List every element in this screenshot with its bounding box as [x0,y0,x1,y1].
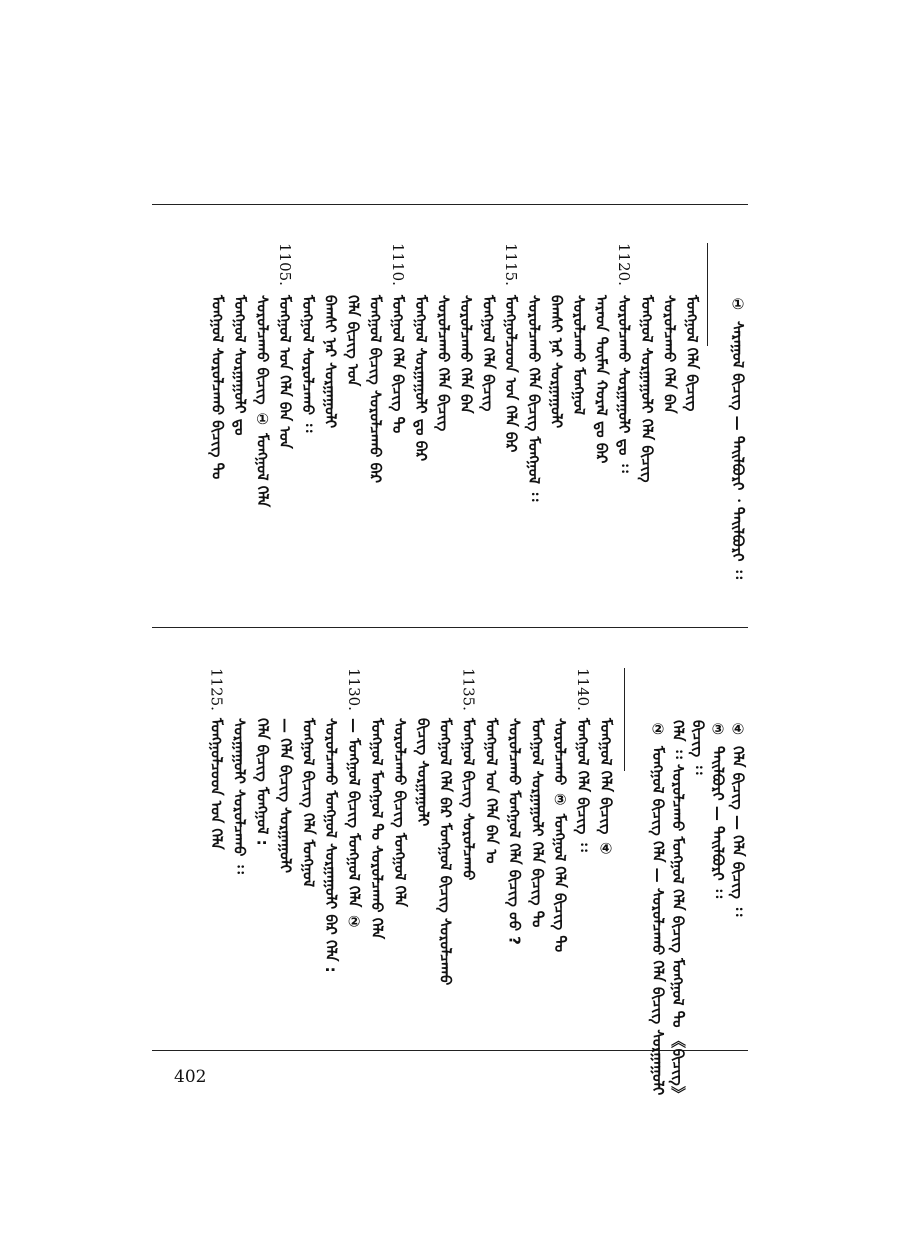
verse-line: ᠰᠤᠷᠤᠯᠴᠠᠬᠤ ᠪᠢᠴᠢᠭ ᠮᠣᠩᠭᠣᠯ ᠬᠡᠯᠡ [390,718,409,907]
verse-line: ᠰᠤᠷᠤᠯᠴᠠᠬᠤ ᠬᠡᠯᠡ ᠪᠢᠴᠢᠭ [434,295,453,432]
verse-line: ᠰᠤᠷᠤᠯᠴᠠᠬᠤ ᠬᠡᠯᠡ ᠪᠢᠴᠢᠭ ᠮᠣᠩᠭᠣᠯ ᠄᠄ [524,295,543,502]
verse-line: ᠰᠤᠷᠤᠯᠴᠠᠬᠤ ③ ᠮᠣᠩᠭᠣᠯ ᠬᠡᠯᠡ ᠪᠢᠴᠢᠭ ᠲᠤ [551,718,570,953]
verse-line: ᠮᠣᠩᠭᠣᠯᠴᠤᠳ ᠤᠨ ᠬᠡᠯᠡ [207,718,226,850]
verse-line: ᠮᠣᠩᠭᠣᠯ ᠰᠤᠷᠭᠠᠭᠤᠯᠢ ᠳᠤ [231,295,249,436]
line-number: 1105. [276,243,295,286]
line-number: 1115. [502,243,521,286]
verse-line: ᠮᠣᠩᠭᠣᠯ ᠪᠢᠴᠢᠭ ᠬᠡᠯᠡ ᠮᠣᠩᠭᠣᠯ [299,718,318,888]
middle-rule [152,627,748,628]
verse-line: ᠰᠤᠷᠤᠯᠴᠠᠬᠤ ᠬᠡᠯᠡ ᠪᠡᠨ [457,295,475,414]
footnote-marker: ① [729,295,747,314]
line-number: 1140. [574,668,593,711]
verse-line: ᠮᠣᠩᠭᠣᠯ ᠬᠡᠯᠡ ᠪᠢᠴᠢᠭ [683,295,701,412]
line-number: 1125. [207,668,226,711]
verse-line: ᠮᠣᠩᠭᠣᠯ ᠰᠤᠷᠭᠠᠭᠤᠯᠢ ᠳᠤ ᠪᠡᠷ [411,295,430,462]
verse-line: ᠮᠣᠩᠭᠣᠯ ᠮᠣᠩᠭᠣᠯ ᠲᠤ ᠰᠤᠷᠤᠯᠴᠠᠬᠤ ᠬᠡᠯᠡ [368,718,386,940]
verse-line: ᠮᠣᠩᠭᠣᠯ ᠤᠨ ᠬᠡᠯᠡ ᠪᠡᠨ ᠤᠨ [276,295,295,449]
verse-line: ᠬᠡᠯᠡ ᠪᠢᠴᠢᠭ ᠮᠣᠩᠭᠣᠯ : [253,718,272,846]
verse-line: ᠰᠤᠷᠤᠯᠴᠠᠬᠤ ᠮᠣᠩᠭᠣᠯ ᠰᠤᠷᠭᠠᠭᠤᠯᠢ ᠪᠡᠷ ᠬᠡᠯᠡ : [322,718,341,973]
top-rule [152,204,748,205]
verse-line: ᠮᠣᠩᠭᠣᠯ ᠰᠤᠷᠭᠠᠭᠤᠯᠢ ᠬᠡᠯᠡ ᠪᠢᠴᠢᠭ [637,295,656,483]
verse-line: ᠮᠣᠩᠭᠣᠯ ᠰᠤᠷᠭᠠᠭᠤᠯᠢ ᠬᠡᠯᠡ ᠪᠢᠴᠢᠭ ᠲᠤ [528,718,547,928]
verse-line: ᠮᠣᠩᠭᠣᠯ ᠪᠢᠴᠢᠭ ᠰᠤᠷᠤᠯᠴᠠᠬᠤ [459,718,478,881]
line-number: 1135. [459,668,478,711]
verse-line: ᠮᠣᠩᠭᠣᠯ ᠤᠨ ᠬᠡᠯᠡ ᠪᠡᠨ ᠤ [482,718,501,864]
line-number: 1130. [345,668,364,711]
verse-line: ᠰᠤᠷᠤᠯᠴᠠᠬᠤ ᠮᠣᠩᠭᠣᠯ [570,295,588,415]
verse-line: ᠮᠣᠩᠭᠣᠯ ᠬᠡᠯᠡ ᠪᠡᠷ ᠮᠣᠩᠭᠣᠯ ᠪᠢᠴᠢᠭ ᠰᠤᠷᠤᠯᠴᠠᠬᠤ [436,718,455,986]
verse-line: ᠰᠤᠷᠭᠠᠭᠤᠯᠢ ᠰᠤᠷᠤᠯᠴᠠᠬᠤ ᠄᠄ [230,718,249,874]
line-number: 1120. [615,243,634,286]
footnote-text: ᠮᠣᠩᠭᠣᠯ ᠪᠢᠴᠢᠭ ᠬᠡᠯᠡ — ᠰᠤᠷᠤᠯᠴᠠᠬᠤ ᠬᠡᠯᠡ ᠪᠢᠴᠢᠭ ᠰᠤᠷᠭᠠᠭᠤᠯᠢ [649,746,667,1096]
verse-line: ᠬᠡᠯᠡ ᠪᠢᠴᠢᠭ ᠤᠨ [344,295,362,387]
verse-line: ᠪᠠᠭᠰᠢ ᠨᠠᠷ ᠰᠤᠷᠭᠠᠭᠤᠯᠢ [547,295,566,429]
verse-line: ᠮᠣᠩᠭᠣᠯ ᠬᠡᠯᠡ ᠪᠢᠴᠢᠭ ᠲᠤ [389,295,408,434]
verse-line: ᠮᠣᠩᠭᠣᠯᠴᠤᠳ ᠤᠨ ᠬᠡᠯᠡ ᠪᠡᠷ [502,295,521,453]
verse-line: ᠪᠠᠭᠰᠢ ᠨᠠᠷ ᠰᠤᠷᠭᠠᠭᠤᠯᠢ [321,295,340,429]
footnote-rule-lower [624,668,625,771]
verse-line: ᠮᠣᠩᠭᠣᠯ ᠪᠢᠴᠢᠭ ᠰᠤᠷᠤᠯᠴᠠᠬᠤ ᠪᠡᠷ [366,295,385,484]
verse-line: ᠠᠷᠠᠳ ᠲᠦᠮᠡᠨ ᠬᠤᠷᠠᠯ ᠳᠤ ᠪᠡᠷ [592,295,611,464]
footnote-text: ᠰᠠᠷᠠᠭᠤᠯ ᠪᠢᠴᠢᠭ — ᠲᠠᠢᠯᠪᠤᠷᠢ ᠂ ᠲᠠᠢᠯᠪᠤᠷᠢ ᠄᠄ [729,321,747,579]
verse-line: ᠰᠤᠷᠤᠯᠴᠠᠬᠤ ᠮᠣᠩᠭᠣᠯ ᠬᠡᠯᠡ ᠪᠢᠴᠢᠭ ᠤᠤ ? [505,718,524,945]
verse-line: ᠮᠣᠩᠭᠣᠯ ᠬᠡᠯᠡ ᠪᠢᠴᠢᠭ ④ [597,718,615,858]
footnote-rule-upper [707,243,708,346]
verse-line: ᠰᠤᠷᠤᠯᠴᠠᠬᠤ ᠰᠤᠷᠭᠠᠭᠤᠯᠢ ᠳᠤ ᠄᠄ [615,295,634,473]
verse-line: ᠮᠣᠩᠭᠣᠯ ᠬᠡᠯᠡ ᠪᠢᠴᠢᠭ [479,295,498,412]
verse-line: ᠪᠢᠴᠢᠭ ᠰᠤᠷᠭᠠᠭᠤᠯᠢ [413,718,432,827]
footnote-marker: ② [649,720,667,739]
verse-line: — ᠮᠣᠩᠭᠣᠯ ᠪᠢᠴᠢᠭ ᠮᠣᠩᠭᠣᠯ ᠬᠡᠯᠡ ② [345,718,364,931]
verse-line: ᠮᠣᠩᠭᠣᠯ ᠬᠡᠯᠡ ᠪᠢᠴᠢᠭ ᠄᠄ [574,718,593,852]
footnote-text: ᠪᠢᠴᠢᠭ ᠄᠄ [689,720,707,775]
verse-line: — ᠬᠡᠯᠡ ᠪᠢᠴᠢᠭ ᠰᠤᠷᠭᠠᠭᠤᠯᠢ [276,718,295,874]
footnote-text: ᠬᠡᠯᠡ ᠪᠢᠴᠢᠭ — ᠬᠡᠯᠡ ᠪᠢᠴᠢᠭ ᠄᠄ [729,746,747,917]
verse-line: ᠮᠣᠩᠭᠣᠯ ᠰᠤᠷᠤᠯᠴᠠᠬᠤ ᠄᠄ [298,295,317,433]
page-number: 402 [174,1067,207,1087]
verse-line: ᠰᠤᠷᠤᠯᠴᠠᠬᠤ ᠪᠢᠴᠢᠭ ① ᠮᠣᠩᠭᠣᠯ ᠬᠡᠯᠡ [253,295,272,508]
footnote-marker: ③ [709,720,727,739]
footnote-marker: ④ [729,720,747,739]
footnote-text: ᠬᠡᠯᠡ ᠄᠄ ᠰᠤᠷᠤᠯᠴᠠᠬᠤ ᠮᠣᠩᠭᠣᠯ ᠬᠡᠯᠡ ᠪᠢᠴᠢᠭ ᠮᠣᠩᠭᠣᠯ ᠲᠤ 《ᠪᠢᠴᠢᠭ》 [669,720,687,1102]
verse-line: ᠰᠤᠷᠤᠯᠴᠠᠬᠤ ᠬᠡᠯᠡ ᠪᠡᠨ [660,295,679,414]
verse-line: ᠮᠣᠩᠭᠣᠯ ᠰᠤᠷᠤᠯᠴᠠᠬᠤ ᠪᠢᠴᠢᠭ ᠲᠤ [208,295,227,480]
footnote-text: ᠲᠠᠢᠯᠪᠤᠷᠢ — ᠲᠠᠢᠯᠪᠤᠷᠢ ᠄᠄ [709,746,727,899]
line-number: 1110. [389,243,408,286]
